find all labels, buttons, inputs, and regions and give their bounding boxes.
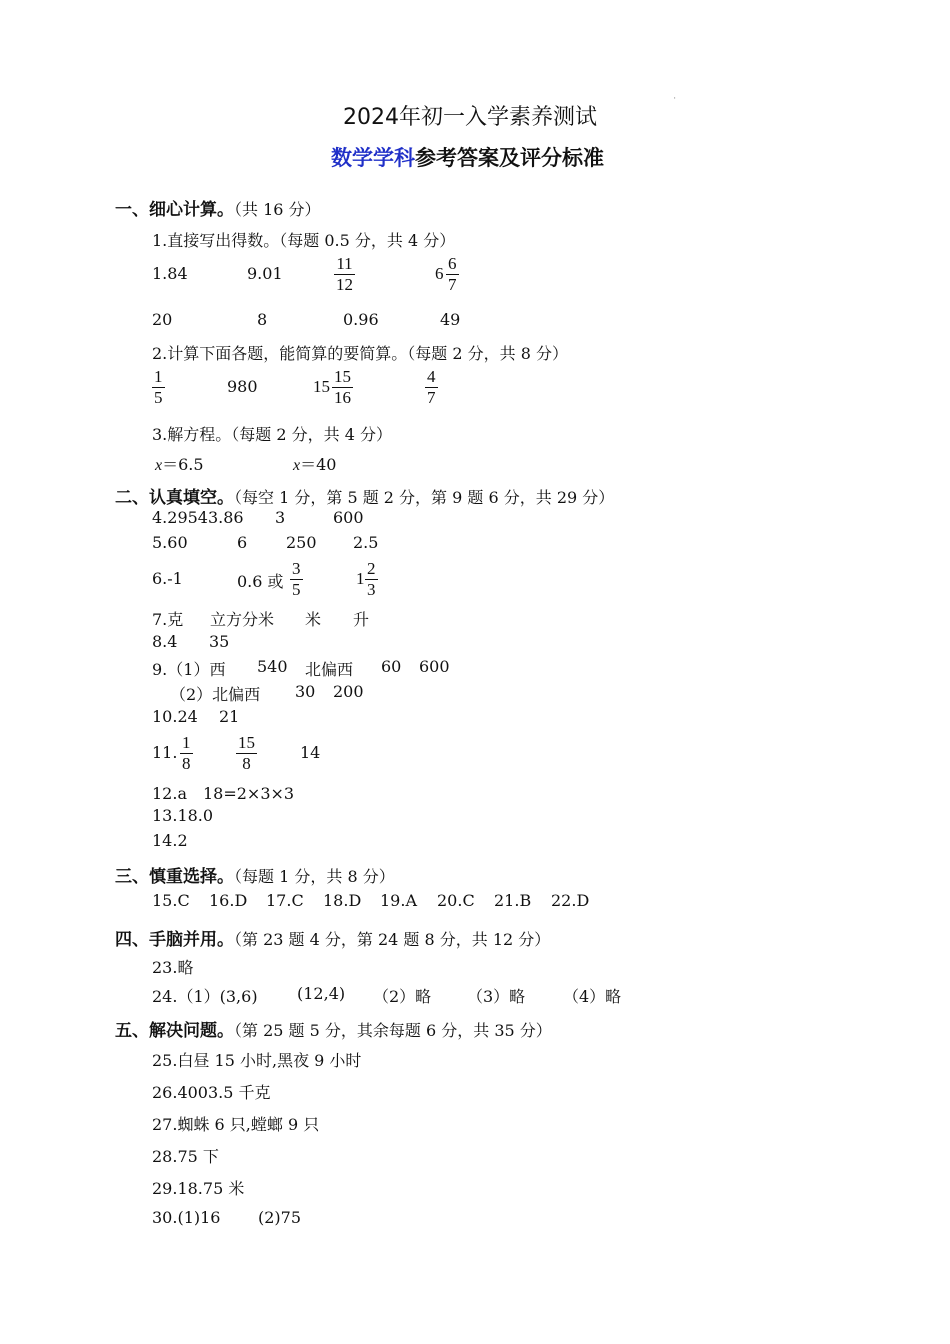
- answer-26: 26.4003.5 千克: [152, 1083, 271, 1102]
- answer-2-3-fraction: $\frac{15}{16}$: [334, 367, 351, 407]
- answer-2-3-whole: 15: [313, 377, 330, 396]
- answer-9-1-1: 9.（1）西: [152, 660, 226, 679]
- answer-9-1-5: 600: [419, 657, 450, 676]
- answer-24-1: 24.（1）(3,6): [152, 987, 258, 1006]
- answer-2-2: 980: [227, 377, 258, 396]
- answer-1-6: 8: [257, 310, 268, 329]
- answer-11-1-fraction: $\frac{1}{8}$: [182, 733, 191, 773]
- answer-9-2-2: 30: [295, 682, 316, 701]
- answer-1-7: 0.96: [343, 310, 379, 329]
- q1-title: 1.直接写出得数。（每题 0.5 分，共 4 分）: [152, 231, 456, 250]
- answer-24-3: （2）略: [373, 987, 432, 1006]
- answer-2-1-fraction: $\frac{1}{5}$: [154, 367, 163, 407]
- answer-24-2: (12,4): [297, 984, 346, 1003]
- page-title: 2024年初一入学素养测试: [343, 105, 597, 130]
- answer-13: 13.18.0: [152, 806, 214, 825]
- answer-8-1: 8.4: [152, 632, 178, 651]
- stray-mark: ': [674, 97, 676, 104]
- answer-9-1-2: 540: [257, 657, 288, 676]
- answer-1-3-fraction: $\frac{11}{12}$: [336, 254, 353, 294]
- answer-1-5: 20: [152, 310, 173, 329]
- answer-7-2: 立方分米: [210, 610, 275, 629]
- answer-30-2: (2)75: [258, 1208, 302, 1227]
- answer-4-1: 4.29543.86: [152, 508, 244, 527]
- answer-22: 22.D: [551, 891, 590, 910]
- answer-1-4-whole: 6: [435, 264, 444, 283]
- answer-1-1: 1.84: [152, 264, 188, 283]
- section-3-heading: 三、慎重选择。（每题 1 分，共 8 分）: [115, 867, 395, 887]
- subtitle-rest: 参考答案及评分标准: [415, 146, 604, 170]
- answer-6-2: 0.6 或: [237, 572, 284, 591]
- answer-5-3: 250: [286, 533, 317, 552]
- answer-8-2: 35: [209, 632, 230, 651]
- answer-19: 19.A: [380, 891, 417, 910]
- section-2-heading: 二、认真填空。（每空 1 分，第 5 题 2 分，第 9 题 6 分，共 29 分）: [115, 488, 615, 508]
- answer-9-2-1: （2）北偏西: [170, 685, 261, 704]
- answer-27: 27.蜘蛛 6 只,螳螂 9 只: [152, 1115, 320, 1134]
- answer-14: 14.2: [152, 831, 188, 850]
- answer-17: 17.C: [266, 891, 304, 910]
- subtitle-subject: 数学学科: [331, 146, 415, 170]
- answer-1-4-fraction: $\frac{6}{7}$: [448, 254, 457, 294]
- answer-6-1: 6.-1: [152, 569, 183, 588]
- answer-6-3-whole: 1: [356, 569, 365, 588]
- answer-7-1: 7.克: [152, 610, 184, 629]
- answer-11-label: 11.: [152, 743, 178, 762]
- answer-20: 20.C: [437, 891, 475, 910]
- answer-30-1: 30.(1)16: [152, 1208, 221, 1227]
- answer-9-1-3: 北偏西: [305, 660, 354, 679]
- answer-10-2: 21: [219, 707, 240, 726]
- answer-16: 16.D: [209, 891, 248, 910]
- answer-3-2: x＝40: [293, 455, 337, 474]
- answer-1-8: 49: [440, 310, 461, 329]
- answer-12: 12.a 18=2×3×3: [152, 784, 295, 803]
- answer-25: 25.白昼 15 小时,黑夜 9 小时: [152, 1051, 362, 1070]
- answer-3-1: x＝6.5: [155, 455, 204, 474]
- answer-2-4-fraction: $\frac{4}{7}$: [427, 367, 436, 407]
- section-1-heading: 一、细心计算。（共 16 分）: [115, 200, 321, 220]
- answer-21: 21.B: [494, 891, 532, 910]
- answer-7-3: 米: [305, 610, 322, 629]
- answer-24-5: （4）略: [563, 987, 622, 1006]
- answer-11-3: 14: [300, 743, 321, 762]
- answer-1-2: 9.01: [247, 264, 283, 283]
- answer-6-2-fraction: $\frac{3}{5}$: [292, 559, 301, 599]
- answer-5-4: 2.5: [353, 533, 379, 552]
- answer-15: 15.C: [152, 891, 190, 910]
- section-5-heading: 五、解决问题。（第 25 题 5 分，其余每题 6 分，共 35 分）: [115, 1021, 552, 1041]
- answer-23: 23.略: [152, 958, 194, 977]
- q2-title: 2.计算下面各题，能简算的要简算。（每题 2 分，共 8 分）: [152, 344, 568, 363]
- answer-11-2-fraction: $\frac{15}{8}$: [238, 733, 255, 773]
- answer-4-2: 3: [275, 508, 286, 527]
- answer-4-3: 600: [333, 508, 364, 527]
- answer-18: 18.D: [323, 891, 362, 910]
- answer-10-1: 10.24: [152, 707, 198, 726]
- answer-9-1-4: 60: [381, 657, 402, 676]
- page-subtitle: [331, 142, 604, 172]
- answer-24-4: （3）略: [467, 987, 526, 1006]
- answer-29: 29.18.75 米: [152, 1179, 245, 1198]
- answer-5-2: 6: [237, 533, 248, 552]
- section-4-heading: 四、手脑并用。（第 23 题 4 分，第 24 题 8 分，共 12 分）: [115, 930, 551, 950]
- answer-7-4: 升: [353, 610, 370, 629]
- answer-28: 28.75 下: [152, 1147, 219, 1166]
- answer-5-1: 5.60: [152, 533, 188, 552]
- q3-title: 3.解方程。（每题 2 分，共 4 分）: [152, 425, 392, 444]
- answer-9-2-3: 200: [333, 682, 364, 701]
- answer-6-3-fraction: $\frac{2}{3}$: [367, 559, 376, 599]
